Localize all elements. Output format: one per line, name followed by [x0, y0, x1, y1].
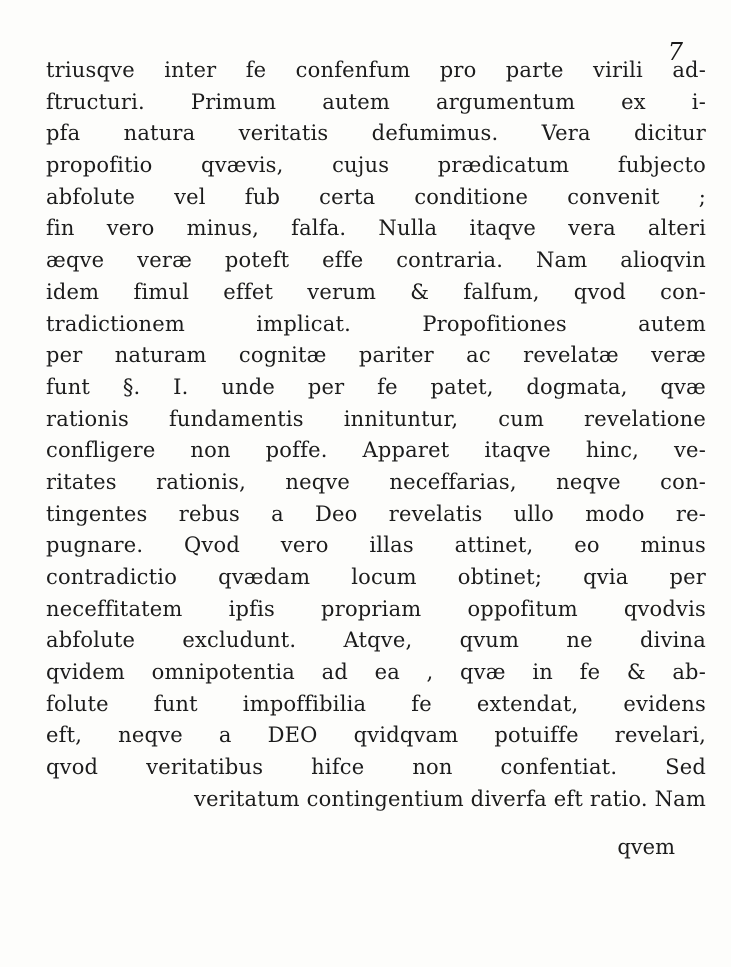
page-number: 7 [667, 38, 683, 66]
text-line: eft, neqve a DEO qvidqvam potuiffe revelari, [46, 723, 706, 748]
text-line: confligere non poffe. Apparet itaqve hinc, ve- [46, 438, 706, 463]
text-line: per naturam cognitæ pariter ac revelatæ veræ [46, 343, 706, 368]
text-line: abfolute excludunt. Atqve, qvum ne divina [46, 628, 706, 653]
text-line: propofitio qvævis, cujus prædicatum fubjecto [46, 153, 706, 178]
text-line: funt §. I. unde per fe patet, dogmata, qvæ [46, 374, 706, 399]
text-line: qvod veritatibus hifce non confentiat. Sed [46, 755, 706, 780]
text-line: pugnare. Qvod vero illas attinet, eo minus [46, 533, 706, 558]
text-line: rationis fundamentis innituntur, cum revelatione [46, 406, 706, 431]
text-line: folute funt impoffibilia fe extendat, evidens [46, 691, 706, 716]
text-line: abfolute vel fub certa conditione convenit ; [46, 184, 706, 209]
text-line: tingentes rebus a Deo revelatis ullo modo re- [46, 501, 706, 526]
text-line: qvidem omnipotentia ad ea , qvæ in fe & ab- [46, 660, 706, 685]
text-line: veritatum contingentium diverfa eft ratio. Nam [194, 786, 706, 811]
text-line: contradictio qvædam locum obtinet; qvia per [46, 565, 706, 589]
body-text [46, 55, 706, 816]
text-line: idem fimul effet verum & falfum, qvod con- [46, 279, 706, 304]
catchword: qvem [617, 835, 675, 859]
text-line: æqve veræ poteft effe contraria. Nam alioqvin [46, 248, 706, 273]
text-line: ritates rationis, neqve neceffarias, neqve con- [46, 469, 706, 494]
text-line: fin vero minus, falfa. Nulla itaqve vera alteri [46, 216, 706, 241]
text-line: tradictionem implicat. Propofitiones autem [46, 311, 706, 336]
text-line: pfa natura veritatis defumimus. Vera dicitur [46, 121, 706, 146]
text-line: neceffitatem ipfis propriam oppofitum qvodvis [46, 596, 706, 621]
text-line: triusqve inter fe confenfum pro parte virili ad- [46, 58, 706, 82]
text-line: ftructuri. Primum autem argumentum ex i- [46, 89, 706, 114]
